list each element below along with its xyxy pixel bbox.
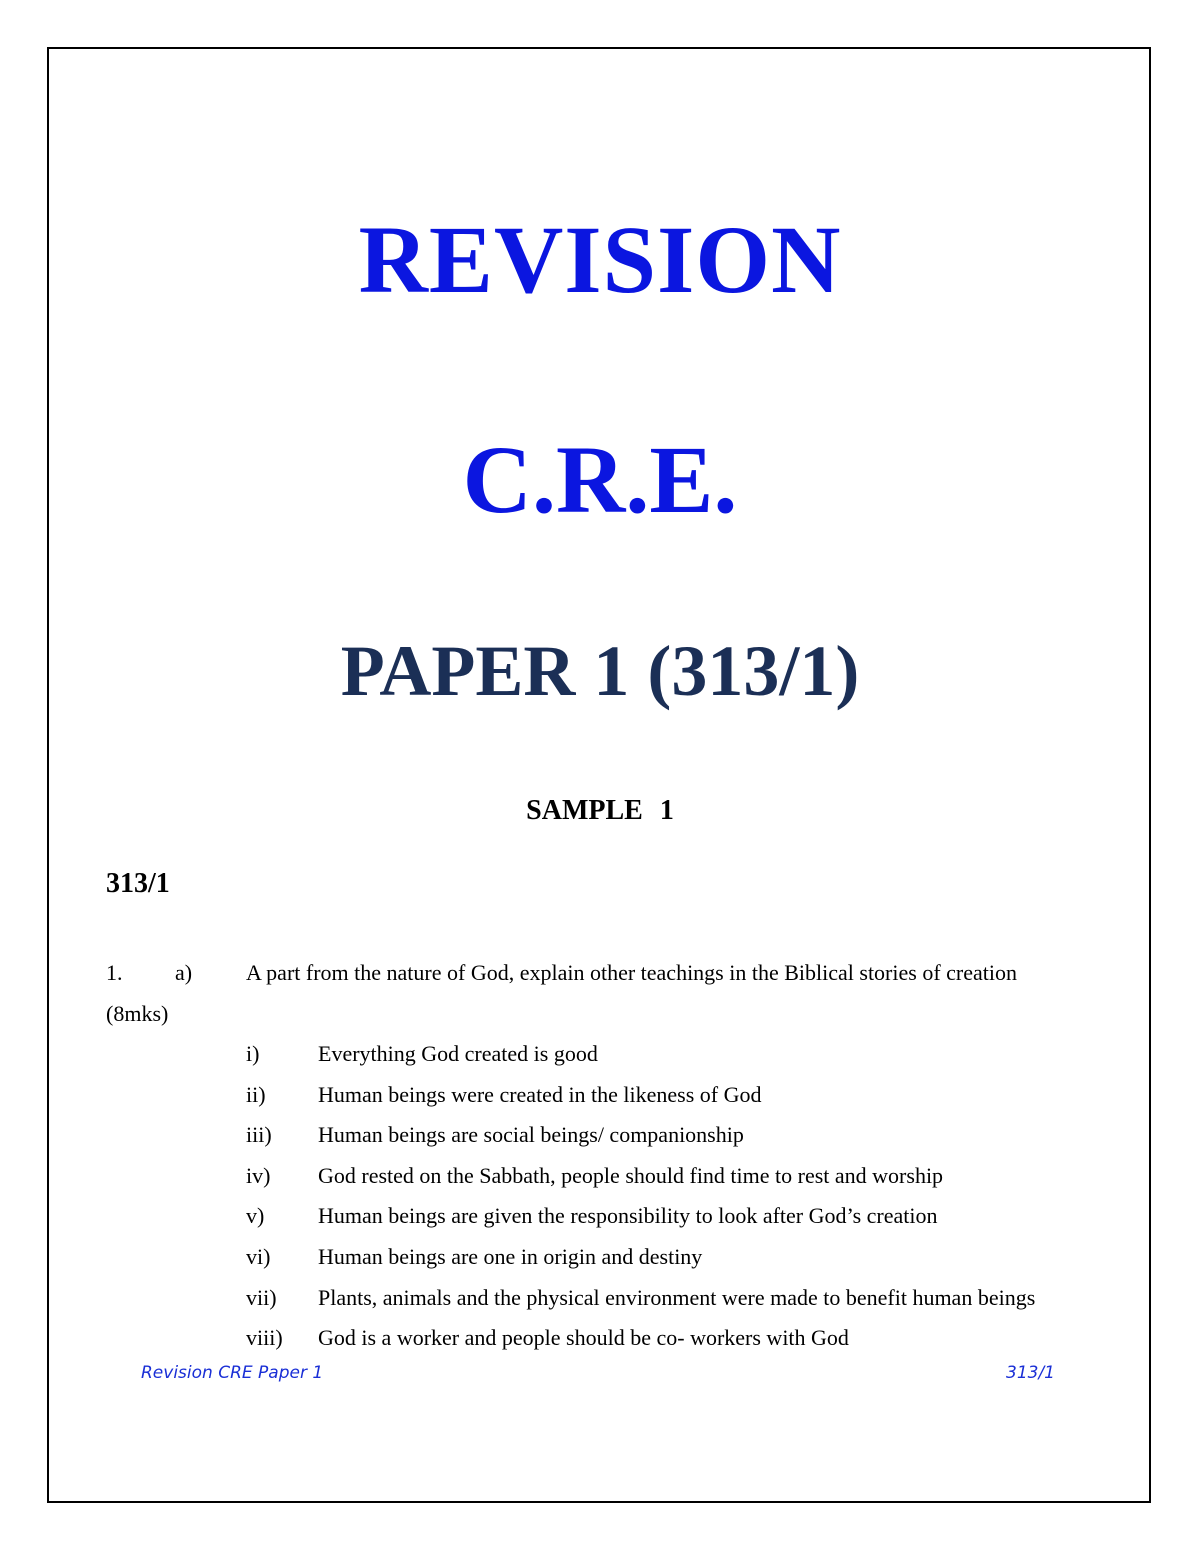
answer-text: Everything God created is good: [318, 1041, 598, 1066]
question-part: a): [175, 960, 193, 985]
answer-text: Human beings are given the responsibility to look after God’s creation: [318, 1203, 938, 1229]
answer-text: Human beings are one in origin and destiny: [318, 1243, 703, 1269]
question-number: 1.: [106, 960, 123, 985]
footer-document-title: Revision CRE Paper 1: [141, 1363, 324, 1383]
answer-item: [246, 1163, 1035, 1204]
answer-text: God is a worker and people should be co- workers with God: [318, 1325, 849, 1351]
sample-heading: SAMPLE 1: [526, 795, 674, 826]
answer-item: [246, 1285, 1035, 1326]
answer-item: [246, 1082, 1035, 1123]
answer-numeral: viii): [246, 1325, 283, 1351]
question-text: A part from the nature of God, explain other teachings in the Biblical stories of creation: [246, 960, 1017, 985]
answer-list: [246, 1041, 1035, 1366]
answer-numeral: i): [246, 1041, 260, 1066]
answer-item: [246, 1122, 1035, 1163]
answer-item: [246, 1325, 1035, 1366]
answer-text: Plants, animals and the physical environment were made to benefit human beings: [318, 1284, 1036, 1310]
answer-numeral: ii): [246, 1081, 266, 1107]
answer-text: God rested on the Sabbath, people should find time to rest and worship: [318, 1162, 944, 1188]
answer-item: [246, 1203, 1035, 1244]
answer-text: Human beings were created in the likeness of God: [318, 1081, 762, 1107]
answer-numeral: v): [246, 1203, 265, 1229]
title-revision: REVISION: [358, 206, 842, 313]
answer-numeral: iii): [246, 1122, 272, 1148]
answer-text: Human beings are social beings/ companionship: [318, 1122, 744, 1148]
answer-item: [246, 1244, 1035, 1285]
paper-code-heading: 313/1: [106, 868, 170, 899]
title-paper: PAPER 1 (313/1): [340, 631, 860, 711]
answer-item: [246, 1041, 1035, 1082]
answer-numeral: iv): [246, 1162, 271, 1188]
footer-paper-code: 313/1: [1006, 1363, 1055, 1383]
question-marks: (8mks): [106, 1001, 169, 1026]
title-cre: C.R.E.: [462, 426, 738, 533]
answer-numeral: vi): [246, 1243, 271, 1269]
answer-numeral: vii): [246, 1284, 277, 1310]
